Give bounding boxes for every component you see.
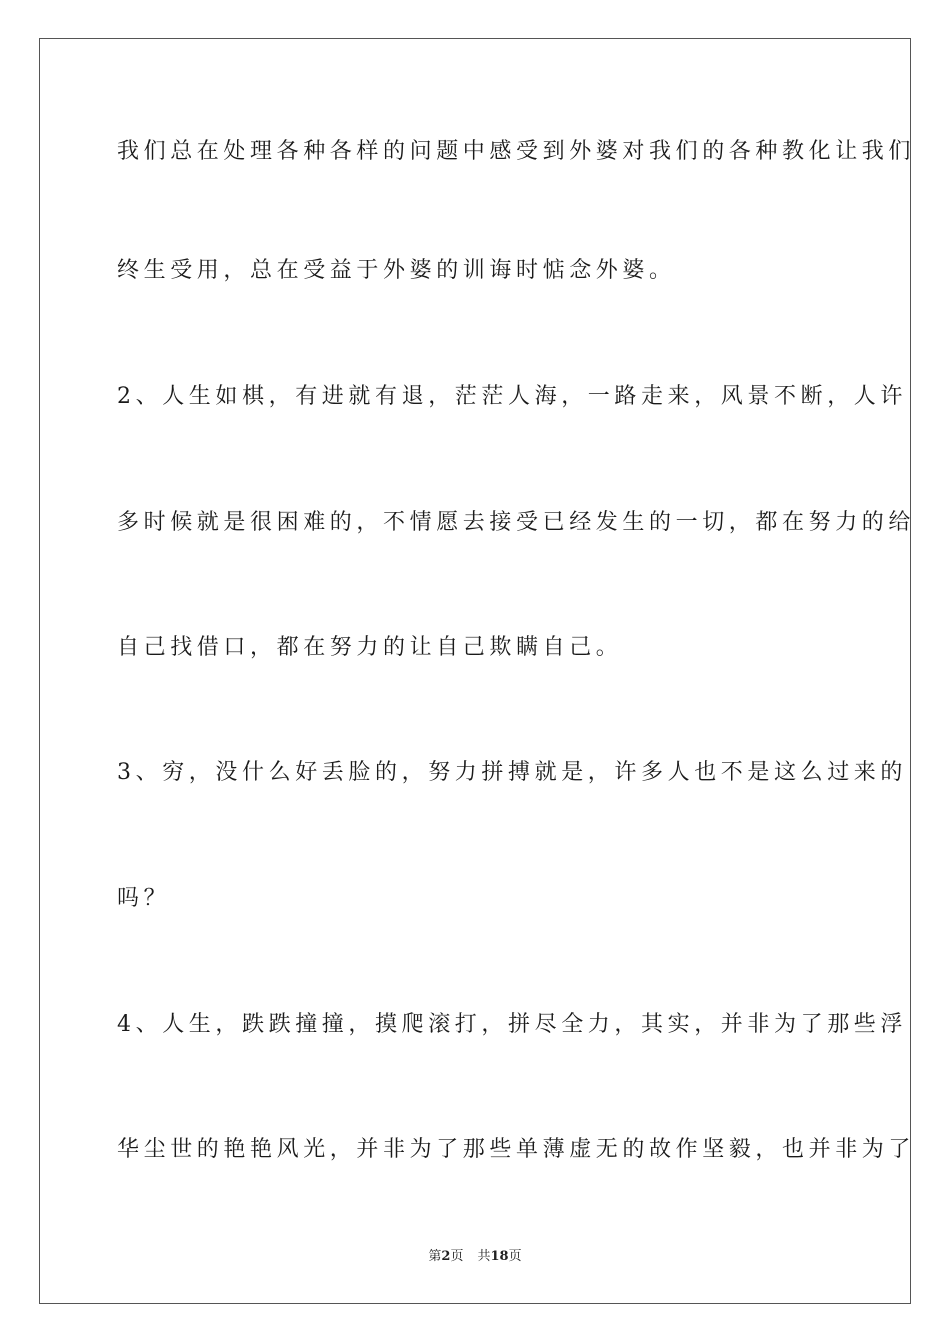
body-text-line-5: 自己找借口，都在努力的让自己欺瞒自己。 [117,635,623,660]
page-footer [0,1248,950,1266]
body-text-line-4: 多时候就是很困难的，不情愿去接受已经发生的一切，都在努力的给 [117,510,916,535]
body-text-line-1: 我们总在处理各种各样的问题中感受到外婆对我们的各种教化让我们 [117,139,916,164]
body-text-line-2: 终生受用，总在受益于外婆的训诲时惦念外婆。 [117,258,676,283]
page-label-suffix: 页 [450,1249,464,1264]
total-label-suffix: 页 [508,1249,522,1264]
body-text-line-8: 4、人生，跌跌撞撞，摸爬滚打，拼尽全力，其实，并非为了那些浮 [117,1012,907,1037]
body-text-line-3: 2、人生如棋，有进就有退，茫茫人海，一路走来，风景不断，人许 [117,384,907,409]
current-page-number: 2 [441,1249,451,1264]
page-label-prefix: 第 [428,1249,442,1264]
body-text-line-7: 吗？ [117,886,171,911]
body-text-line-6: 3、穷，没什么好丢脸的，努力拼搏就是，许多人也不是这么过来的 [117,760,907,785]
page-border [39,38,916,1304]
total-label-prefix: 共 [477,1249,491,1264]
body-text-line-9: 华尘世的艳艳风光，并非为了那些单薄虚无的故作坚毅，也并非为了 [117,1137,916,1162]
total-page-count: 18 [490,1249,509,1264]
